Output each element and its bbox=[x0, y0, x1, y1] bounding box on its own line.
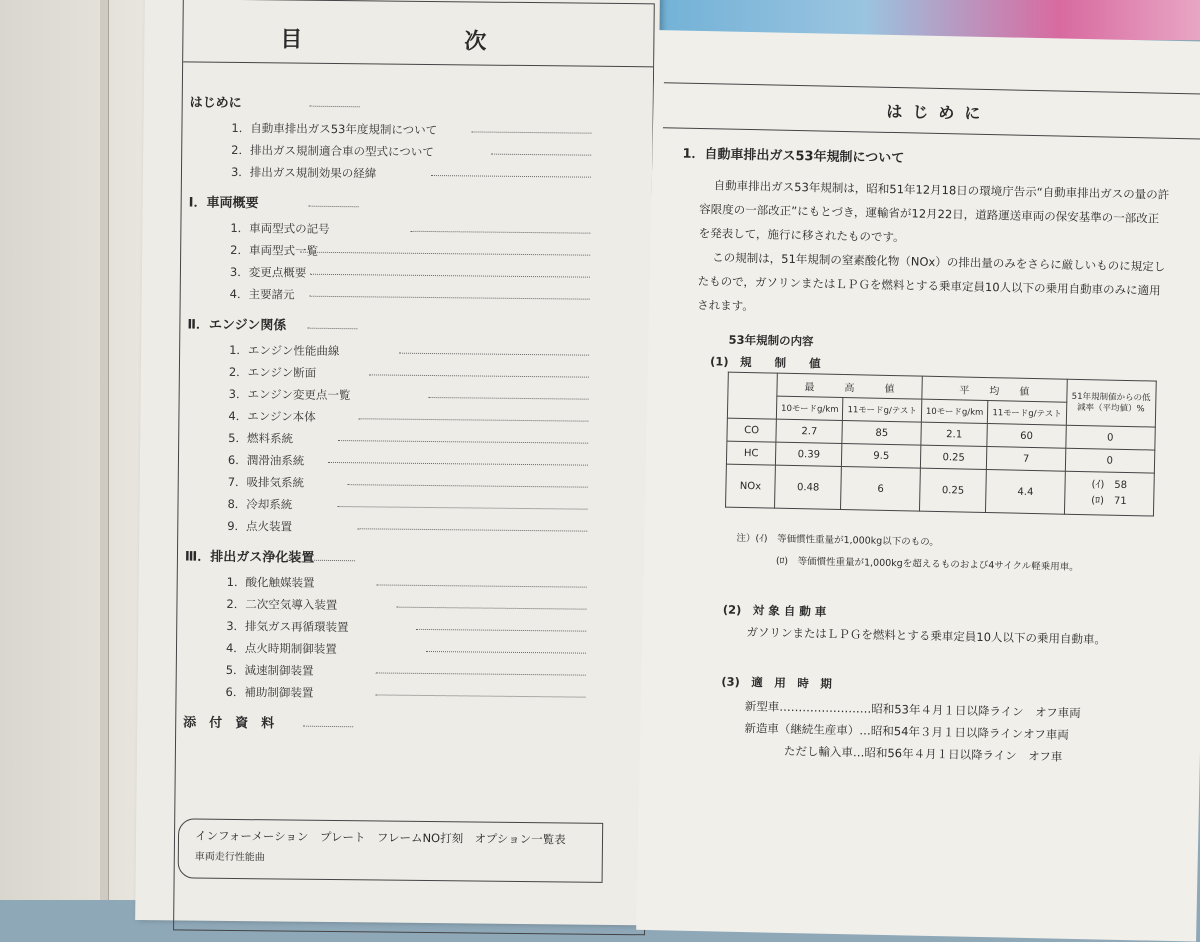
toc-dotline bbox=[307, 328, 357, 331]
cell: 0.25 bbox=[920, 445, 987, 469]
para2-line: されます。 bbox=[697, 297, 754, 314]
rate-b-value: 71 bbox=[1113, 495, 1127, 507]
timing-row-2 bbox=[744, 720, 1069, 743]
toc-dotline bbox=[337, 506, 587, 511]
underlying-page bbox=[0, 0, 151, 900]
sub1-title: (1) 規 制 値 bbox=[709, 354, 821, 371]
rate-a bbox=[1069, 477, 1149, 495]
toc-dotline bbox=[369, 374, 589, 378]
toc-dotline bbox=[309, 206, 359, 209]
cell: 0.48 bbox=[775, 465, 842, 509]
paragraph-1 bbox=[699, 173, 1190, 255]
toc-dotline bbox=[471, 131, 591, 134]
para1-line: 自動車排出ガス53年規制は，昭和51年12月18日の環境庁告示“自動車排出ガスの量の許 bbox=[713, 178, 1170, 202]
rate-a-value: 58 bbox=[1114, 479, 1128, 491]
cell: 0.25 bbox=[919, 468, 986, 512]
toc-section-label: Ⅰ．車両概要 bbox=[188, 195, 259, 212]
para2-line: たもので，ガソリンまたはＬＰＧを燃料とする乗車定員10人以下の乗用自動車のみに適用 bbox=[697, 273, 1161, 298]
toc-dotline bbox=[410, 231, 590, 235]
toc-dotline bbox=[416, 629, 586, 633]
toc-item-label: 3．変更点概要 bbox=[229, 264, 307, 280]
toc-dotline bbox=[328, 462, 588, 467]
timing-dots: …………………… bbox=[779, 699, 872, 716]
toc-item-label: 4．主要諸元 bbox=[229, 286, 295, 302]
cell: 9.5 bbox=[842, 444, 921, 469]
toc-section bbox=[182, 190, 653, 309]
toc-item-label: 5．燃料系統 bbox=[228, 430, 294, 446]
row-name: CO bbox=[727, 418, 776, 442]
toc-item-label: 4．エンジン本体 bbox=[228, 408, 316, 424]
toc-section-label: Ⅱ．エンジン関係 bbox=[187, 317, 287, 334]
toc-section bbox=[183, 90, 654, 187]
cell: 7 bbox=[987, 447, 1066, 472]
toc-body bbox=[177, 90, 654, 749]
toc-dotline bbox=[358, 418, 588, 422]
timing-dots: … bbox=[852, 745, 865, 760]
toc-dotline bbox=[338, 440, 588, 445]
table-corner bbox=[727, 372, 777, 419]
attached-box-line2: 車両走行性能曲 bbox=[194, 851, 265, 864]
timing-dots: … bbox=[859, 723, 872, 738]
rate-b-label: (ﾛ) bbox=[1091, 495, 1105, 507]
toc-item-label: 2．二次空気導入装置 bbox=[226, 596, 338, 613]
intro-header-title: はじめに bbox=[886, 101, 991, 124]
cell: 6 bbox=[841, 467, 920, 512]
intro-header bbox=[663, 82, 1200, 140]
toc-dotline bbox=[310, 296, 590, 301]
cell: 0.39 bbox=[775, 442, 842, 466]
toc-dotline bbox=[376, 694, 586, 698]
toc-dotline bbox=[399, 353, 589, 357]
paragraph-2 bbox=[697, 245, 1188, 327]
toc-item-label: 8．冷却系統 bbox=[227, 496, 293, 512]
toc-item-label: 3．エンジン変更点一覧 bbox=[228, 386, 351, 403]
toc-section-label: 添 付 資 料 bbox=[183, 715, 275, 732]
header-avg-11m: 11モードg/テスト bbox=[988, 401, 1067, 426]
toc-item-label: 2．エンジン断面 bbox=[228, 364, 317, 380]
toc-section bbox=[177, 710, 647, 741]
attached-box-line1: インフォーメーション プレート フレームNO打刻 オプション一覧表 bbox=[194, 828, 566, 847]
toc-section-label: はじめに bbox=[189, 95, 242, 112]
header-max: 最 高 値 bbox=[777, 373, 922, 399]
toc-dotline bbox=[377, 584, 587, 588]
para1-line: を発表して，施行に移されたものです。 bbox=[698, 225, 905, 245]
para1-line: 容限度の一部改正”にもとづき，運輸省が12月22日，道路運送車両の保安基準の一部改正 bbox=[699, 201, 1160, 226]
toc-item-label: 3．排気ガス再循環装置 bbox=[226, 618, 349, 635]
toc-item-label: 1．酸化触媒装置 bbox=[226, 574, 315, 590]
toc-dotline bbox=[431, 175, 591, 179]
row-name: HC bbox=[726, 441, 775, 465]
para2-line: この規制は，51年規制の窒素酸化物（NOx）の排出量のみをさらに厳しいものに規定し bbox=[712, 250, 1166, 274]
toc-item-label: 2．車両型式一覧 bbox=[230, 242, 319, 258]
toc-dotline bbox=[491, 154, 591, 157]
timing-row-3 bbox=[784, 743, 1063, 765]
toc-dotline bbox=[303, 726, 353, 729]
note-2: (ﾛ) 等価慣性重量が1,000kgを超えるものおよび4サイクル軽乗用車。 bbox=[775, 555, 1079, 573]
header-max-11m: 11モードg/テスト bbox=[843, 398, 922, 423]
toc-section-label: Ⅲ．排出ガス浄化装置 bbox=[184, 549, 315, 566]
toc-item-label: 9．点火装置 bbox=[227, 518, 293, 534]
regulation-table bbox=[725, 372, 1156, 517]
header-rate: 51年規制値からの低減率（平均値）% bbox=[1066, 379, 1156, 427]
sub2-text: ガソリンまたはＬＰＧを燃料とする乗車定員10人以下の乗用自動車。 bbox=[746, 625, 1107, 647]
toc-item-label: 4．点火時期制御装置 bbox=[225, 640, 337, 657]
content-title: 53年規制の内容 bbox=[728, 332, 814, 349]
toc-item[interactable] bbox=[230, 283, 652, 309]
toc-item-label: 3．排出ガス規制効果の経緯 bbox=[230, 164, 377, 181]
toc-dotline bbox=[429, 397, 589, 401]
row-name: NOx bbox=[726, 464, 776, 508]
intro-page bbox=[636, 30, 1200, 942]
toc-item-label: 5．減速制御装置 bbox=[225, 662, 314, 678]
cell: 4.4 bbox=[986, 470, 1065, 515]
page-edge bbox=[100, 0, 109, 900]
timing-label: 新型車 bbox=[744, 699, 780, 714]
toc-page bbox=[135, 0, 660, 925]
toc-section bbox=[179, 312, 651, 541]
toc-item-label: 1．車両型式の記号 bbox=[230, 220, 330, 236]
toc-item-label: 1．自動車排出ガス53年度規制について bbox=[231, 120, 438, 138]
note-1: 注）(ｲ) 等価慣性重量が1,000kg以下のもの。 bbox=[736, 532, 939, 549]
header-avg-10m: 10モードg/km bbox=[921, 399, 988, 423]
toc-dotline bbox=[376, 672, 586, 676]
cell: 2.1 bbox=[921, 422, 988, 446]
toc-item-label: 2．排出ガス規制適合車の型式について bbox=[231, 142, 434, 160]
toc-dotline bbox=[300, 252, 590, 257]
toc-section bbox=[177, 544, 649, 707]
toc-item-label: 7．吸排気系統 bbox=[227, 474, 305, 490]
toc-dotline bbox=[396, 607, 586, 611]
toc-dotline bbox=[310, 106, 360, 109]
timing-text: 昭和54年３月１日以降ラインオフ車両 bbox=[870, 723, 1069, 742]
toc-title-bar bbox=[183, 0, 654, 67]
cell: 60 bbox=[987, 424, 1066, 449]
toc-title: 目 次 bbox=[280, 27, 557, 56]
rate-b bbox=[1069, 493, 1149, 511]
toc-item-label: 6．補助制御装置 bbox=[225, 684, 314, 700]
timing-label: ただし輸入車 bbox=[783, 743, 854, 760]
toc-item-label: 6．潤滑油系統 bbox=[227, 452, 305, 468]
toc-item-label: 1．エンジン性能曲線 bbox=[229, 342, 340, 359]
attached-box bbox=[178, 818, 604, 882]
table-row bbox=[726, 464, 1155, 516]
section1-title: 1．自動車排出ガス53年規制について bbox=[682, 146, 905, 167]
toc-item[interactable] bbox=[227, 515, 649, 541]
timing-text: 昭和53年４月１日以降ライン オフ車両 bbox=[871, 701, 1081, 721]
toc-section-heading bbox=[183, 710, 647, 741]
cell: 0 bbox=[1066, 425, 1155, 450]
header-max-10m: 10モードg/km bbox=[776, 396, 843, 420]
timing-row-1 bbox=[745, 698, 1081, 721]
timing-text: 昭和56年４月１日以降ライン オフ車 bbox=[864, 745, 1063, 764]
header-avg: 平 均 値 bbox=[922, 376, 1067, 402]
timing-label: 新造車（継続生産車） bbox=[744, 721, 860, 738]
toc-item[interactable] bbox=[231, 161, 653, 187]
toc-dotline bbox=[426, 651, 586, 655]
sub3-title: (3) 適 用 時 期 bbox=[721, 674, 833, 691]
toc-dotline bbox=[348, 484, 588, 489]
rate-a-label: (ｲ) bbox=[1091, 479, 1105, 491]
cell: 0 bbox=[1065, 448, 1154, 473]
sub2-title: (2) 対 象 自 動 車 bbox=[722, 602, 827, 619]
toc-dotline bbox=[357, 528, 587, 532]
cell: 85 bbox=[842, 421, 921, 446]
cell-split bbox=[1064, 471, 1154, 516]
toc-item[interactable] bbox=[225, 681, 647, 707]
toc-dotline bbox=[310, 274, 590, 279]
cell: 2.7 bbox=[776, 419, 843, 443]
